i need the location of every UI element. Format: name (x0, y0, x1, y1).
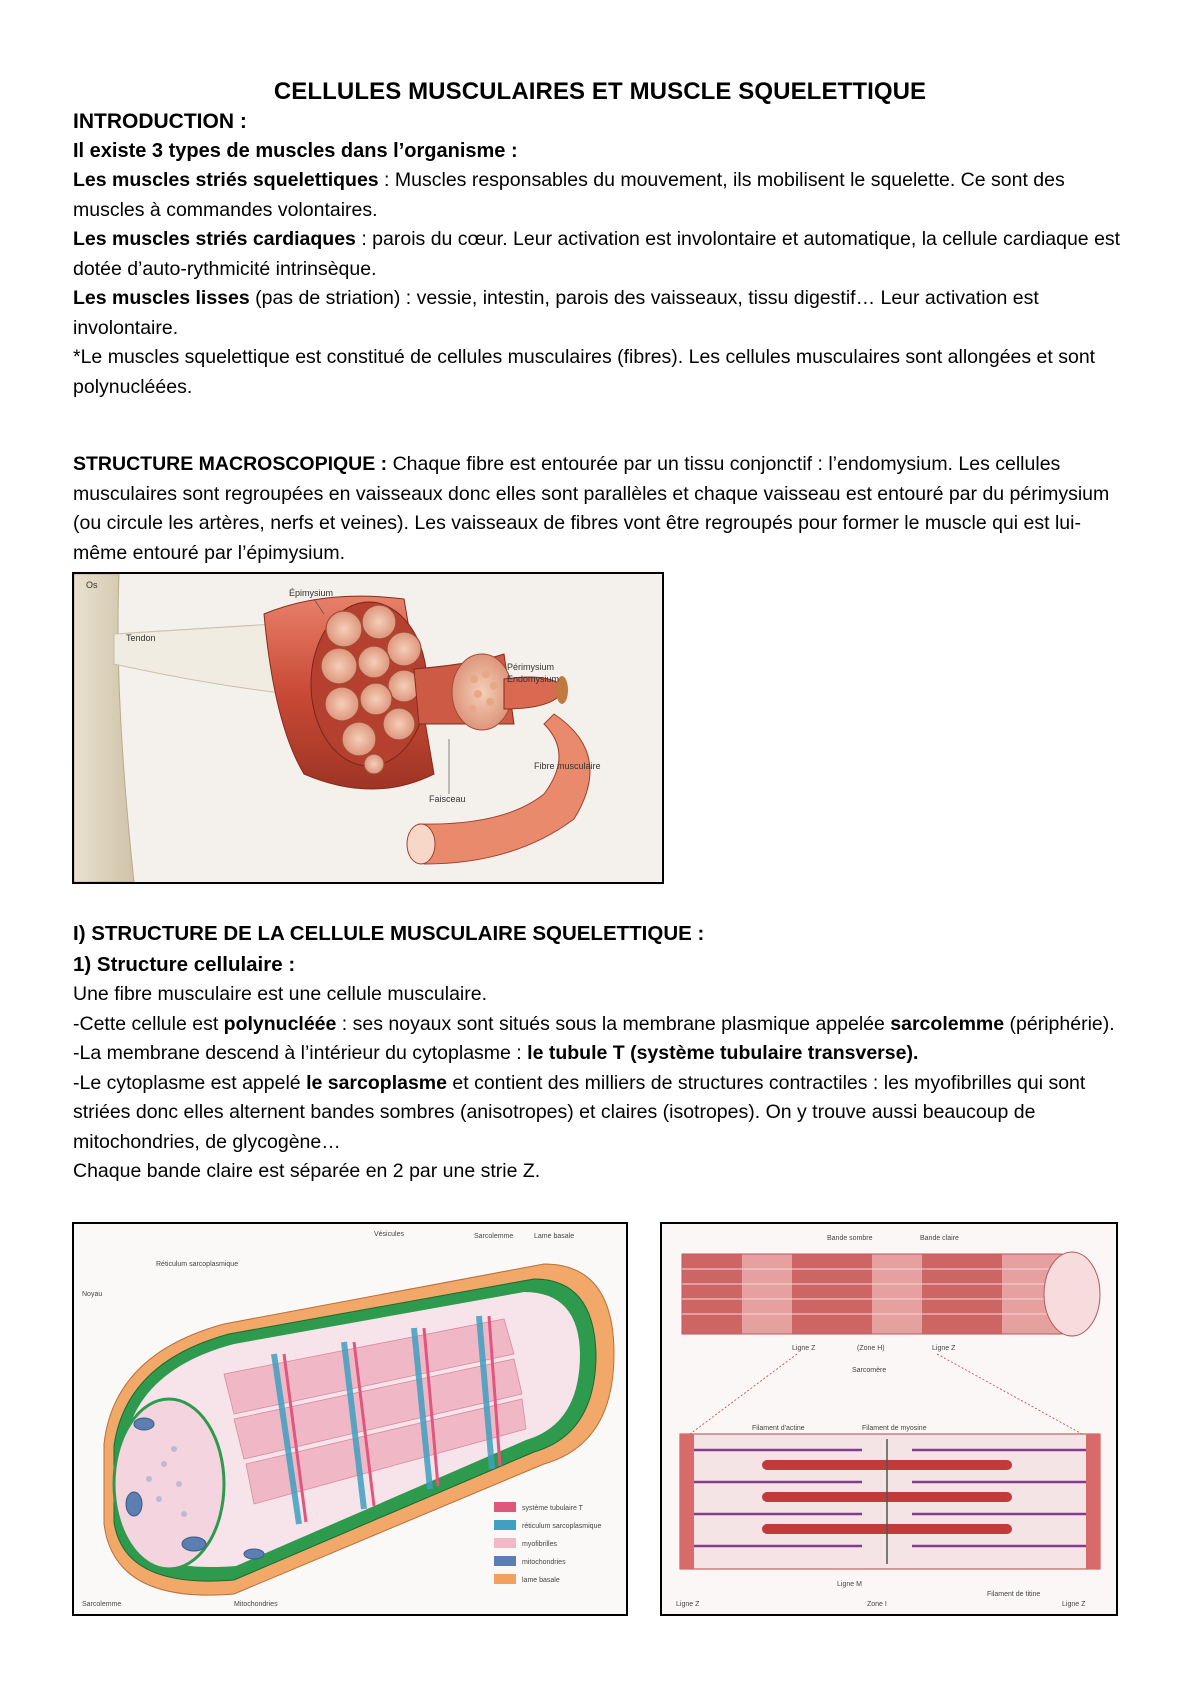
l2-e: (périphérie). (1004, 1012, 1115, 1035)
label-sarcomere: Sarcomère (852, 1367, 887, 1374)
label-reticulum: Réticulum sarcoplasmique (156, 1261, 239, 1268)
label-faisceau: Faisceau (429, 794, 466, 804)
paragraph-cardiaques (73, 225, 1128, 284)
term-lisses: Les muscles lisses (73, 287, 250, 309)
paragraph-note: *Le muscles squelettique est constitué de cellules musculaires (fibres). Les cellules musculaires sont allongées et sont polynucléées. (73, 346, 1096, 398)
label-filament-actine: Filament d'actine (752, 1425, 805, 1432)
l4-a: -Le cytoplasme est appelé (73, 1071, 307, 1094)
section-1-line-2 (73, 1010, 1128, 1040)
term-cardiaques: Les muscles striés cardiaques (73, 228, 356, 250)
section-1-line-3 (73, 1039, 1128, 1069)
muscle-structure-figure (72, 572, 664, 884)
label-ligne-z-top-right: Ligne Z (932, 1345, 956, 1352)
label-lame-basale: Lame basale (534, 1233, 575, 1240)
l4-c: et contient des milliers de structures contractiles : les myofibrilles qui sont striées donc elles alternent bandes sombres (anisotropes) et claires (isotropes). On y trouve aussi beaucoup de mitochondries, de glycogène… (73, 1071, 1086, 1153)
macro-heading: STRUCTURE MACROSCOPIQUE : (73, 453, 388, 475)
legend-myofibrilles: myofibrilles (522, 1541, 558, 1548)
label-bande-sombre: Bande sombre (827, 1235, 873, 1242)
muscle-cell-illustration (74, 1224, 626, 1614)
label-ligne-z-top-left: Ligne Z (792, 1345, 816, 1352)
label-filament-titine: Filament de titine (987, 1591, 1041, 1598)
legend-mitochondries: mitochondries (522, 1559, 566, 1566)
term-sarcolemme: sarcolemme (890, 1012, 1005, 1035)
section-1-line-1: Une fibre musculaire est une cellule musculaire. (73, 983, 488, 1005)
page-title: CELLULES MUSCULAIRES ET MUSCLE SQUELETTIQUE (273, 78, 927, 105)
l3-a: -La membrane descend à l’intérieur du cytoplasme : (73, 1042, 528, 1064)
label-sarcolemme-bottom: Sarcolemme (82, 1601, 122, 1608)
legend-swatch-lame (494, 1574, 516, 1584)
label-os: Os (86, 580, 98, 590)
label-perimysium: Périmysium (507, 662, 555, 672)
label-endomysium: Endomysium (507, 674, 560, 684)
introduction-section (73, 107, 1128, 402)
label-zone-i: Zone I (867, 1601, 887, 1608)
sarcomere-figure (660, 1222, 1118, 1616)
legend-swatch-myofibrilles (494, 1538, 516, 1548)
introduction-heading: INTRODUCTION : (73, 110, 247, 133)
label-ligne-m: Ligne M (837, 1581, 862, 1588)
label-zone-h: (Zone H) (857, 1345, 885, 1352)
label-tendon: Tendon (126, 633, 156, 643)
label-epimysium: Épimysium (289, 588, 334, 598)
section-1-subheading: 1) Structure cellulaire : (73, 953, 296, 976)
l2-a: -Cette cellule est (73, 1012, 224, 1035)
label-fibre-musculaire: Fibre musculaire (534, 761, 601, 771)
legend-swatch-mitochondries (494, 1556, 516, 1566)
label-vesicules: Vésicules (374, 1231, 404, 1238)
macro-paragraph (73, 450, 1128, 568)
text-cardiaques: : parois du cœur. Leur activation est involontaire et automatique, la cellule cardiaque est dotée d’auto-rythmicité intrinsèque. (73, 228, 1121, 280)
text-lisses: (pas de striation) : vessie, intestin, parois des vaisseaux, tissu digestif… Leur activation est involontaire. (73, 287, 1039, 339)
label-mitochondries: Mitochondries (234, 1601, 278, 1608)
macro-section (73, 450, 1128, 568)
term-squelettiques: Les muscles striés squelettiques (73, 169, 379, 191)
section-1 (73, 918, 1128, 1187)
label-sarcolemme: Sarcolemme (474, 1233, 514, 1240)
label-ligne-z-bottom-right: Ligne Z (1062, 1601, 1086, 1608)
label-bande-claire: Bande claire (920, 1235, 959, 1242)
legend-lame: lame basale (522, 1577, 560, 1584)
legend-reticulum: réticulum sarcoplasmique (522, 1523, 602, 1530)
label-ligne-z-bottom-left: Ligne Z (676, 1601, 700, 1608)
introduction-subheading: Il existe 3 types de muscles dans l’organisme : (73, 139, 518, 162)
legend-swatch-reticulum (494, 1520, 516, 1530)
label-filament-myosine: Filament de myosine (862, 1425, 927, 1432)
section-1-heading: I) STRUCTURE DE LA CELLULE MUSCULAIRE SQUELETTIQUE : (73, 922, 705, 945)
text-squelettiques: : Muscles responsables du mouvement, ils mobilisent le squelette. Ce sont des muscles à commandes volontaires. (73, 169, 1065, 221)
muscle-structure-illustration (74, 574, 662, 882)
muscle-cell-figure (72, 1222, 628, 1616)
section-1-line-5: Chaque bande claire est séparée en 2 par une strie Z. (73, 1160, 541, 1182)
legend-tubule: système tubulaire T (522, 1505, 583, 1512)
macro-text: Chaque fibre est entourée par un tissu conjonctif : l’endomysium. Les cellules musculaires sont regroupées en vaisseaux donc elles sont parallèles et chaque vaisseau est entouré par du périmysium (ou circule les artères, nerfs et veines). Les vaisseaux de fibres vont être regroupés pour former le muscle qui est lui-même entouré par l’épimysium. (73, 453, 1110, 564)
label-noyau: Noyau (82, 1291, 103, 1298)
term-polynucleee: polynucléée (223, 1012, 337, 1035)
term-sarcoplasme: le sarcoplasme (306, 1071, 447, 1094)
sarcomere-illustration (662, 1224, 1116, 1614)
paragraph-lisses (73, 284, 1128, 343)
legend-swatch-tubule (494, 1502, 516, 1512)
paragraph-squelettiques (73, 166, 1128, 225)
term-tubule-t: le tubule T (système tubulaire transverse). (527, 1042, 919, 1064)
l2-c: : ses noyaux sont situés sous la membrane plasmique appelée (336, 1012, 891, 1035)
section-1-line-4 (73, 1069, 1128, 1158)
